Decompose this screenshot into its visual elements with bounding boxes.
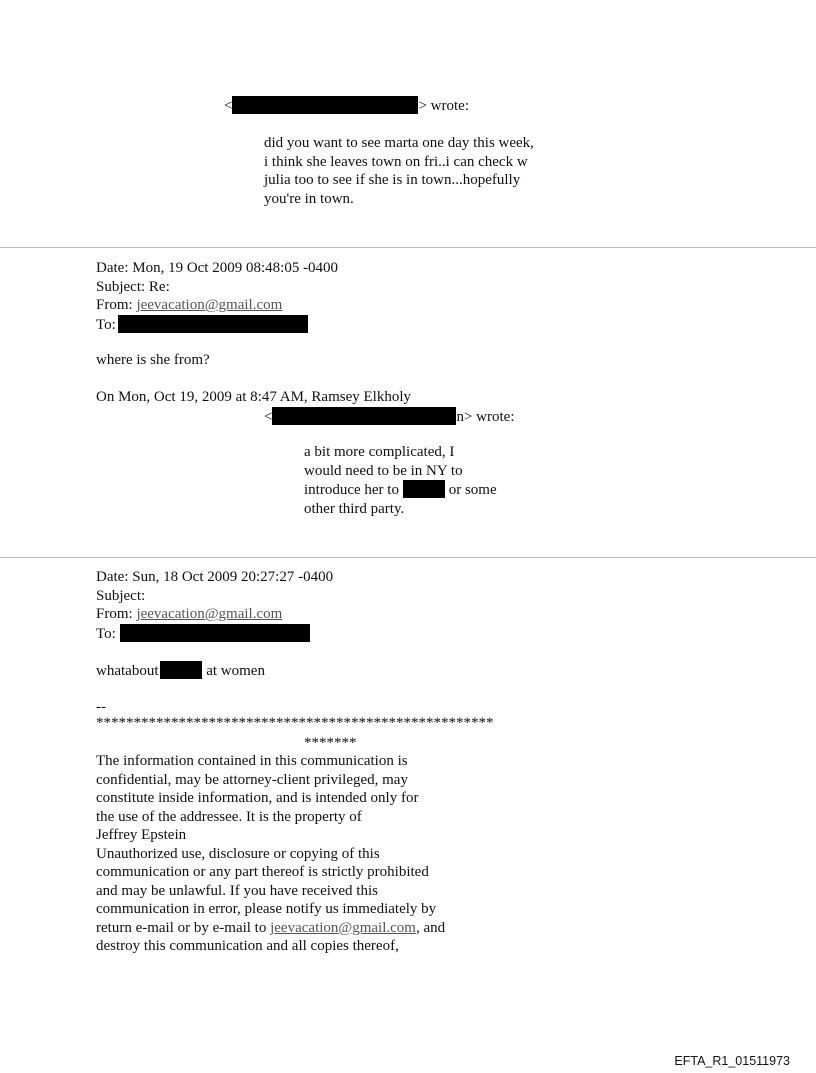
quote-open-bracket: <: [224, 98, 233, 114]
email-header: [96, 259, 338, 334]
redacted-recipient: [118, 315, 308, 333]
disclaimer-line: the use of the addressee. It is the property of: [96, 808, 362, 825]
disclaimer-line: destroy this communication and all copies thereof,: [96, 938, 399, 954]
quoted-line: a bit more complicated, I: [304, 444, 455, 460]
email-subject: Subject: Re:: [96, 278, 170, 295]
disclaimer-line: Unauthorized use, disclosure or copying of this: [96, 845, 380, 862]
disclaimer-line: and may be unlawful. If you have received this: [96, 882, 378, 899]
disclaimer-line: communication in error, please notify us immediately by: [96, 901, 437, 917]
email-to: To:: [96, 315, 338, 335]
quoted-line: would need to be in NY to: [304, 462, 463, 479]
disclaimer-email-link[interactable]: jeevacation@gmail.com: [270, 919, 416, 936]
email-to: To:: [96, 624, 333, 644]
redacted-name: [160, 661, 202, 679]
confidentiality-disclaimer: [96, 752, 445, 956]
email-date: Date: Sun, 18 Oct 2009 20:27:27 -0400: [96, 569, 334, 585]
quoted-line: other third party.: [304, 500, 405, 517]
email-body: whatabout at women: [96, 663, 265, 679]
quoted-line: you're in town.: [264, 190, 354, 207]
redacted-name: [403, 480, 445, 498]
quoted-line: introduce her to or some: [304, 482, 497, 498]
quote-header: < n> wrote:: [264, 409, 515, 425]
redacted-recipient: [120, 624, 310, 642]
quoted-line: did you want to see marta one day this week,: [264, 135, 534, 151]
redacted-email: [272, 407, 456, 425]
quoted-line: i think she leaves town on fri..i can check w: [264, 153, 528, 170]
signature-stars: *****************************************************: [96, 715, 494, 731]
disclaimer-line: communication or any part thereof is strictly prohibited: [96, 864, 429, 880]
reply-attribution: On Mon, Oct 19, 2009 at 8:47 AM, Ramsey Elkholy: [96, 389, 411, 405]
email-from: From: jeevacation@gmail.com: [96, 606, 283, 622]
divider: [0, 557, 816, 558]
disclaimer-line: return e-mail or by e-mail to jeevacation@gmail.com, and: [96, 919, 446, 936]
quoted-message: [304, 443, 497, 518]
email-header: [96, 568, 333, 643]
signature-stars-short: *******: [304, 735, 357, 751]
email-date: Date: Mon, 19 Oct 2009 08:48:05 -0400: [96, 260, 339, 276]
disclaimer-line: constitute inside information, and is intended only for: [96, 790, 419, 806]
document-id: EFTA_R1_01511973: [674, 1054, 790, 1068]
email-body: where is she from?: [96, 352, 210, 368]
quoted-line: julia too to see if she is in town...hopefully: [264, 172, 521, 188]
quote-wrote: > wrote:: [418, 98, 469, 114]
email-subject: Subject:: [96, 587, 146, 604]
quote-header: [224, 96, 469, 116]
disclaimer-line: The information contained in this communication is: [96, 753, 408, 769]
divider: [0, 247, 816, 248]
disclaimer-line: confidential, may be attorney-client privileged, may: [96, 771, 408, 788]
from-email-link[interactable]: jeevacation@gmail.com: [136, 606, 283, 622]
disclaimer-line: Jeffrey Epstein: [96, 827, 187, 843]
from-email-link[interactable]: jeevacation@gmail.com: [136, 297, 283, 313]
quoted-message: [264, 134, 534, 208]
redacted-email: [232, 96, 418, 114]
signature-dashes: --: [96, 699, 106, 715]
email-from: From: jeevacation@gmail.com: [96, 297, 283, 313]
